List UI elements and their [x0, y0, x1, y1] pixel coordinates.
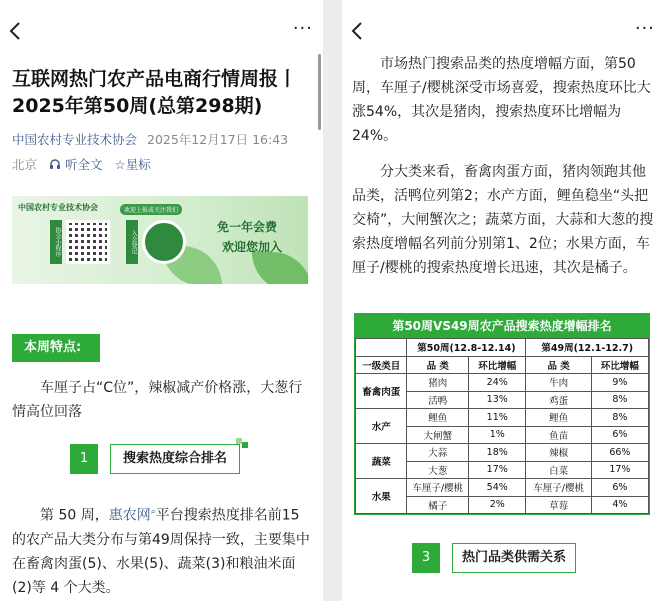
account-link[interactable]: 中国农村专业技术协会 [12, 132, 138, 147]
column-header: 品 类 [407, 356, 469, 374]
paragraph-text: 平台搜索热度排名前15的农产品大类分布与第49周保持一致，主要集中在畜禽肉蛋(5)、水果(5)、蔬菜(3)和粮油米面(2)等 4 个大类。 [12, 507, 310, 596]
change-cell: 4% [591, 496, 648, 514]
ranking-table [355, 338, 649, 514]
category-cell: 畜禽肉蛋 [356, 374, 407, 409]
section-number: 3 [412, 543, 440, 573]
item-cell: 大闸蟹 [407, 426, 469, 444]
table-row [356, 374, 649, 392]
item-cell: 鱼苗 [526, 426, 591, 444]
article-meta-actions [12, 155, 151, 173]
star-label: 星标 [125, 157, 151, 172]
left-article-panel [0, 0, 323, 601]
table-body [356, 339, 649, 514]
table-row [356, 356, 649, 374]
category-cell: 水果 [356, 479, 407, 514]
section-heading-label: 热门品类供需关系 [452, 543, 576, 573]
column-header: 第49周(12.1-12.7) [526, 339, 649, 357]
item-cell: 猪肉 [407, 374, 469, 392]
column-header: 第50周(12.8-12.14) [407, 339, 526, 357]
qr-code-icon [66, 220, 110, 264]
change-cell: 11% [469, 409, 526, 427]
item-cell: 草莓 [526, 496, 591, 514]
category-cell: 水产 [356, 409, 407, 444]
section-heading-label: 搜索热度综合排名 [110, 444, 240, 474]
section-number: 1 [70, 444, 98, 474]
item-cell: 辣椒 [526, 444, 591, 462]
table-row [356, 339, 649, 357]
table-row [356, 409, 649, 427]
location-label: 北京 [12, 157, 38, 172]
column-header: 环比增幅 [469, 356, 526, 374]
item-cell: 鸡蛋 [526, 391, 591, 409]
listen-label: 听全文 [64, 157, 103, 172]
article-title: 互联网热门农产品电商行情周报丨 2025年第50周(总第298期) [12, 68, 298, 117]
banner-tag-miniprogram: 协会小程序 [50, 220, 62, 264]
change-cell: 1% [469, 426, 526, 444]
article-meta [12, 130, 288, 148]
paragraph-text: 第 50 周， [40, 507, 109, 524]
back-chevron-icon[interactable] [348, 18, 368, 44]
column-header: 品 类 [526, 356, 591, 374]
change-cell: 54% [469, 479, 526, 497]
change-cell: 17% [469, 461, 526, 479]
banner-org-name: 中国农村专业技术协会 [18, 203, 98, 212]
category-paragraph: 分大类来看，畜禽肉蛋方面，猪肉领跑其他品类，活鸭位列第2；水产方面，鲤鱼稳坐“头把交椅”，大闸蟹次之；蔬菜方面，大蒜和大葱的搜索热度增幅名列前分别第1、2位；水果方面，车厘子/樱桃的搜索热度增长迅速，其次是橘子。 [352, 164, 654, 276]
change-cell: 8% [591, 391, 648, 409]
item-cell: 橘子 [407, 496, 469, 514]
change-cell: 18% [469, 444, 526, 462]
listen-button[interactable] [49, 157, 106, 172]
change-cell: 9% [591, 374, 648, 392]
leaf-decoration [252, 252, 308, 284]
change-cell: 8% [591, 409, 648, 427]
change-cell: 2% [469, 496, 526, 514]
scrollbar-thumb[interactable] [318, 54, 321, 130]
item-cell: 鲤鱼 [526, 409, 591, 427]
item-cell: 大葱 [407, 461, 469, 479]
table-row [356, 479, 649, 497]
item-cell: 车厘子/樱桃 [407, 479, 469, 497]
headphones-icon [49, 158, 61, 170]
change-cell: 24% [469, 374, 526, 392]
item-cell: 白菜 [526, 461, 591, 479]
item-cell: 活鸭 [407, 391, 469, 409]
association-banner [12, 196, 308, 284]
item-cell: 鲤鱼 [407, 409, 469, 427]
association-seal-icon [142, 220, 186, 264]
more-dots-icon[interactable]: ··· [634, 18, 655, 39]
item-cell: 牛肉 [526, 374, 591, 392]
table-cell [356, 339, 407, 357]
ranking-paragraph [12, 500, 310, 600]
table-title: 第50周VS49周农产品搜索热度增幅排名 [355, 314, 649, 338]
banner-pill: 欢迎上报或关注我们 [120, 204, 182, 215]
table-row [356, 444, 649, 462]
change-cell: 66% [591, 444, 648, 462]
item-cell: 大蒜 [407, 444, 469, 462]
change-cell: 13% [469, 391, 526, 409]
star-button[interactable] [114, 157, 150, 172]
search-heat-ranking-table [354, 313, 650, 515]
growth-paragraph: 市场热门搜索品类的热度增幅方面，第50周，车厘子/樱桃深受市场喜爱，搜索热度环比大涨54%，其次是猪肉，搜索热度环比增幅为24%。 [352, 56, 651, 144]
search-icon: ⌕ [150, 507, 156, 517]
huinong-link[interactable]: 惠农网 [108, 507, 151, 524]
highlight-paragraph: 车厘子占“C位”，辣椒减产价格涨，大葱行情高位回落 [12, 380, 303, 420]
item-cell: 车厘子/樱桃 [526, 479, 591, 497]
category-cell: 蔬菜 [356, 444, 407, 479]
column-header: 一级类目 [356, 356, 407, 374]
column-header: 环比增幅 [591, 356, 648, 374]
banner-tag-register: 入会登记 [126, 220, 138, 264]
corner-decoration [242, 442, 248, 448]
change-cell: 17% [591, 461, 648, 479]
star-icon: ☆ [114, 157, 126, 172]
banner-slogan: 欢迎您加入 [222, 240, 283, 254]
banner-slogan: 免一年会费 [217, 220, 278, 234]
top-bar [0, 0, 323, 62]
change-cell: 6% [591, 426, 648, 444]
publish-datetime: 2025年12月17日 16:43 [147, 132, 289, 147]
change-cell: 6% [591, 479, 648, 497]
section-tag-this-week: 本周特点: [12, 334, 100, 362]
back-chevron-icon[interactable] [6, 18, 26, 44]
more-dots-icon[interactable]: ··· [292, 18, 313, 39]
